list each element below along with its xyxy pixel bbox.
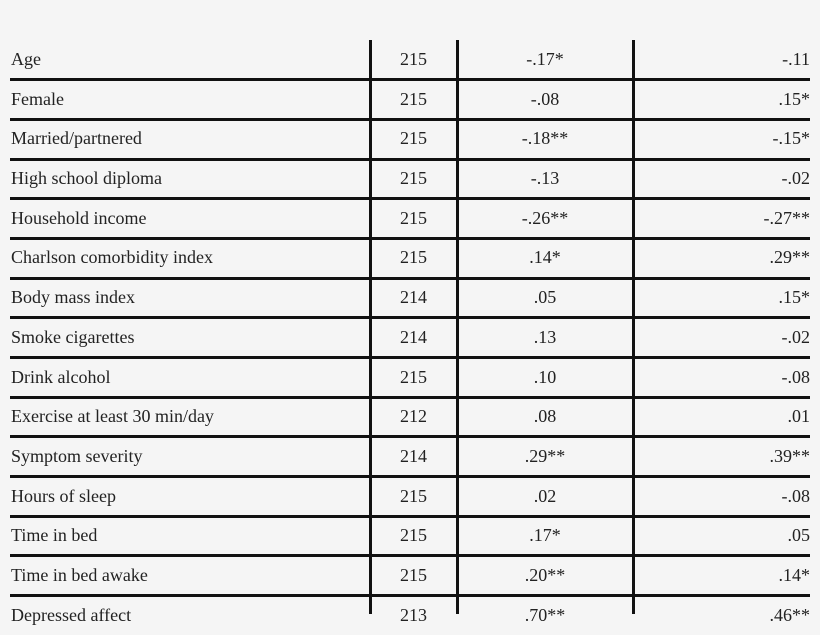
sample-size-cell: 215 bbox=[400, 128, 427, 149]
variable-label: Drink alcohol bbox=[11, 366, 111, 387]
variable-label: Time in bed bbox=[11, 525, 98, 546]
correlation-2-cell: .39** bbox=[769, 445, 810, 466]
variable-label: Married/partnered bbox=[11, 128, 142, 149]
correlation-2-cell: -.08 bbox=[781, 485, 810, 506]
correlation-1-cell: .05 bbox=[533, 287, 557, 308]
table-row bbox=[10, 437, 810, 477]
sample-size-cell: 215 bbox=[400, 207, 427, 228]
table-row bbox=[10, 159, 810, 199]
variable-label: Symptom severity bbox=[11, 445, 143, 466]
sample-size-cell: 214 bbox=[400, 445, 427, 466]
table-row bbox=[10, 80, 810, 120]
correlation-2-cell: .05 bbox=[787, 525, 810, 546]
correlation-2-cell: .29** bbox=[769, 247, 810, 268]
variable-label: Exercise at least 30 min/day bbox=[11, 406, 214, 427]
sample-size-cell: 213 bbox=[400, 604, 427, 625]
table-row bbox=[10, 358, 810, 398]
correlation-1-cell: -.26** bbox=[521, 207, 569, 228]
correlation-2-cell: -.11 bbox=[782, 49, 810, 69]
variable-label: Time in bed awake bbox=[11, 564, 148, 585]
table-row bbox=[10, 556, 810, 596]
correlation-2-cell: -.02 bbox=[781, 168, 810, 189]
correlation-2-cell: .01 bbox=[787, 406, 810, 427]
correlation-1-cell: .08 bbox=[533, 406, 557, 427]
variable-label: Age bbox=[11, 49, 41, 69]
sample-size-cell: 215 bbox=[400, 247, 427, 268]
sample-size-cell: 215 bbox=[400, 525, 427, 546]
sample-size-cell: 215 bbox=[400, 366, 427, 387]
sample-size-cell: 215 bbox=[400, 49, 427, 69]
correlation-1-cell: -.17* bbox=[526, 49, 564, 69]
correlation-1-cell: .20** bbox=[524, 564, 566, 585]
correlation-2-cell: -.02 bbox=[781, 326, 810, 347]
correlation-1-cell: .17* bbox=[529, 525, 561, 546]
correlation-1-cell: .14* bbox=[529, 247, 561, 268]
table-row bbox=[10, 40, 810, 80]
sample-size-cell: 215 bbox=[400, 564, 427, 585]
correlation-2-cell: -.27** bbox=[763, 207, 810, 228]
correlation-1-cell: -.18** bbox=[521, 128, 569, 149]
correlation-2-cell: -.15* bbox=[772, 128, 810, 149]
correlation-1-cell: .70** bbox=[524, 604, 566, 625]
correlation-2-cell: -.08 bbox=[781, 366, 810, 387]
correlation-2-cell: .15* bbox=[778, 88, 810, 109]
sample-size-cell: 212 bbox=[400, 406, 427, 427]
sample-size-cell: 215 bbox=[400, 88, 427, 109]
correlation-1-cell: .13 bbox=[533, 326, 557, 347]
table-row bbox=[10, 397, 810, 437]
table-row bbox=[10, 278, 810, 318]
variable-label: Smoke cigarettes bbox=[11, 326, 135, 347]
table-row bbox=[10, 199, 810, 239]
variable-label: Depressed affect bbox=[11, 604, 132, 625]
sample-size-cell: 214 bbox=[400, 326, 427, 347]
correlation-1-cell: -.13 bbox=[530, 168, 560, 189]
variable-label: Hours of sleep bbox=[11, 485, 116, 506]
variable-label: Charlson comorbidity index bbox=[11, 247, 213, 268]
variable-label: Household income bbox=[11, 207, 147, 228]
correlation-1-cell: .29** bbox=[524, 445, 566, 466]
correlation-2-cell: .15* bbox=[778, 287, 810, 308]
table-row bbox=[10, 238, 810, 278]
table-row bbox=[10, 477, 810, 517]
table-row bbox=[10, 119, 810, 159]
sample-size-cell: 215 bbox=[400, 168, 427, 189]
correlation-1-cell: .02 bbox=[533, 485, 557, 506]
table-row bbox=[10, 516, 810, 556]
sample-size-cell: 215 bbox=[400, 485, 427, 506]
table-row bbox=[10, 318, 810, 358]
correlation-2-cell: .46** bbox=[769, 604, 810, 625]
variable-label: Female bbox=[11, 88, 64, 109]
sample-size-cell: 214 bbox=[400, 287, 427, 308]
correlation-2-cell: .14* bbox=[778, 564, 810, 585]
variable-label: Body mass index bbox=[11, 287, 135, 308]
correlation-1-cell: .10 bbox=[533, 366, 557, 387]
correlation-1-cell: -.08 bbox=[530, 88, 560, 109]
correlation-table bbox=[10, 40, 810, 635]
table-row bbox=[10, 596, 810, 635]
variable-label: High school diploma bbox=[11, 168, 162, 189]
